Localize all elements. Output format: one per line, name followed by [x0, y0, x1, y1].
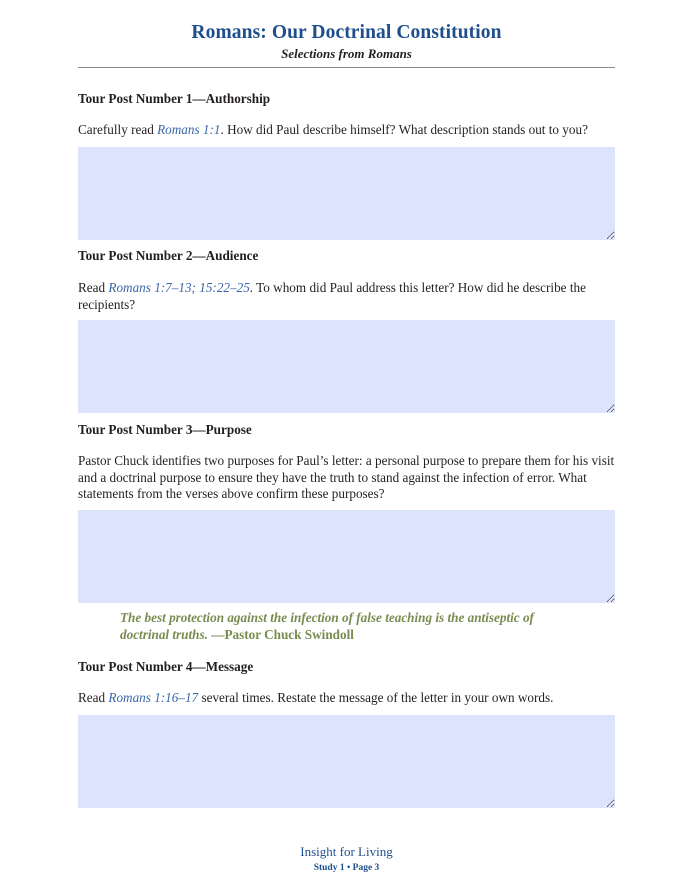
- section-heading-purpose: Tour Post Number 3—Purpose: [78, 422, 252, 437]
- scripture-reference-link[interactable]: Romans 1:7–13; 15:22–25: [108, 280, 250, 295]
- footer-brand: Insight for Living: [300, 844, 393, 859]
- answer-field-purpose[interactable]: [78, 510, 615, 603]
- scripture-reference-link[interactable]: Romans 1:1: [157, 122, 221, 137]
- pull-quote: [120, 610, 570, 643]
- page-header: [78, 22, 615, 62]
- footer-page-number: Study 1 • Page 3: [313, 863, 380, 873]
- scripture-reference-link[interactable]: Romans 1:16–17: [108, 690, 199, 705]
- section-prompt-message: [78, 690, 615, 707]
- prompt-text: . How did Paul describe himself? What description stands out to you?: [220, 122, 588, 137]
- section-heading-authorship: Tour Post Number 1—Authorship: [78, 91, 271, 106]
- page-subtitle: Selections from Romans: [281, 46, 412, 61]
- prompt-text: several times. Restate the message of the letter in your own words.: [198, 690, 554, 705]
- section-prompt-audience: [78, 280, 615, 313]
- answer-field-audience[interactable]: [78, 320, 615, 413]
- section-prompt-authorship: [78, 122, 615, 139]
- header-divider: [78, 67, 615, 68]
- section-heading-message: Tour Post Number 4—Message: [78, 659, 254, 674]
- prompt-text: Read: [78, 690, 109, 705]
- section-heading-audience: Tour Post Number 2—Audience: [78, 248, 259, 263]
- quote-attribution: —Pastor Chuck Swindoll: [207, 626, 354, 642]
- prompt-text: Carefully read: [78, 122, 158, 137]
- prompt-text: Read: [78, 280, 109, 295]
- answer-field-authorship[interactable]: [78, 147, 615, 240]
- page-title: Romans: Our Doctrinal Constitution: [191, 22, 502, 43]
- quote-text: The best protection against the infection of false teaching is the antiseptic of doctrinal truths.: [120, 610, 534, 642]
- answer-field-message[interactable]: [78, 715, 615, 808]
- prompt-text: . To whom did Paul address this letter? How did he describe the recipients?: [78, 280, 586, 312]
- section-prompt-purpose: Pastor Chuck identifies two purposes for Paul’s letter: a personal purpose to prepare them for his visit and a doctrinal purpose to ensure they have the truth to stand against the infection of error. What statements from the verses above confirm these purposes?: [78, 453, 615, 501]
